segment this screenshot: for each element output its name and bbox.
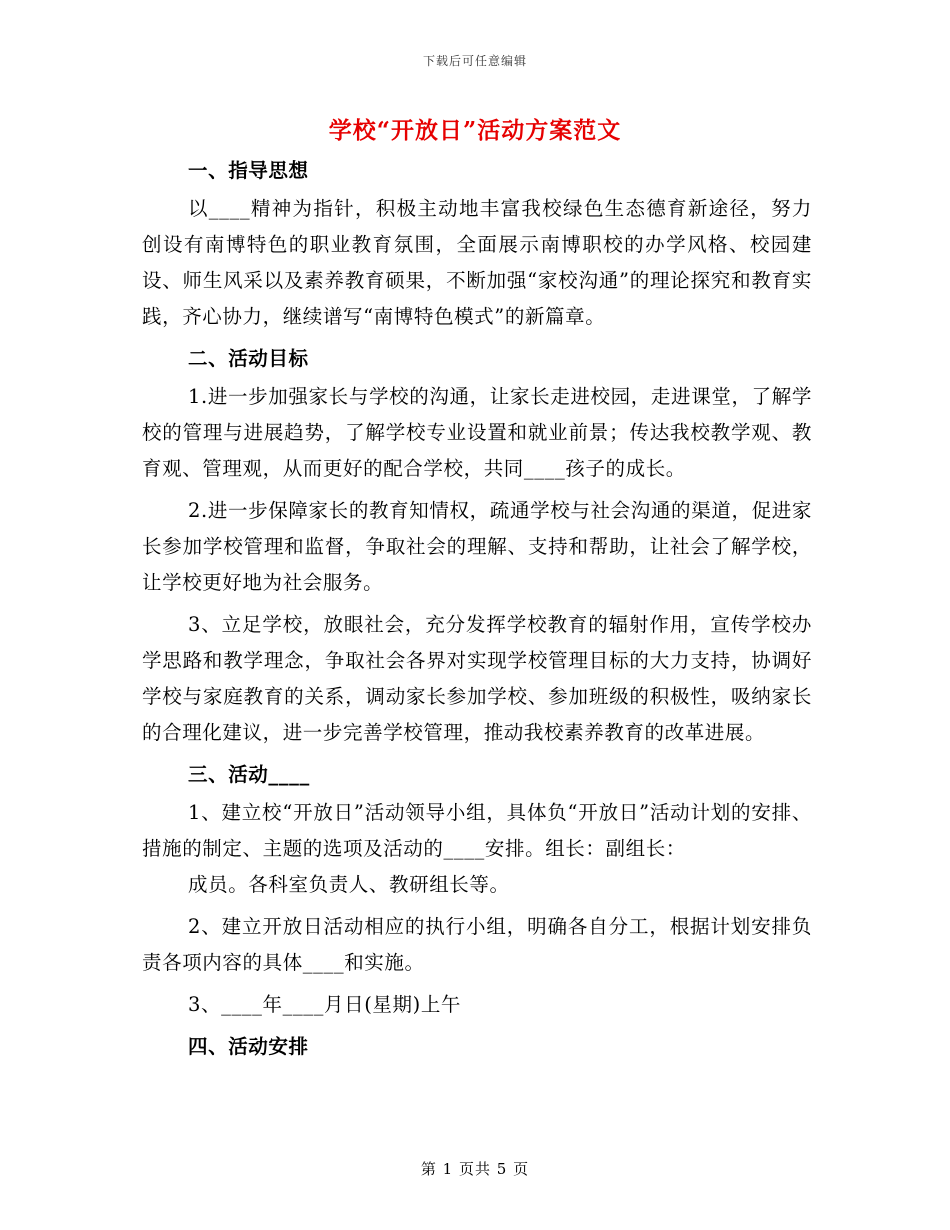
section-heading-guiding-ideology: 一、指导思想	[188, 159, 309, 182]
paragraph-goal-1: 1.进一步加强家长与学校的沟通，让家长走进校园，走进课堂，了解学校的管理与进展趋势，了解学校专业设置和就业前景；传达我校教学观、教育观、管理观，从而更好的配合学校，共同____孩子的成长。	[142, 385, 812, 480]
paragraph-goal-2: 2.进一步保障家长的教育知情权，疏通学校与社会沟通的渠道，促进家长参加学校管理和监督，争取社会的理解、支持和帮助，让社会了解学校，让学校更好地为社会服务。	[142, 499, 812, 594]
section-heading-activity-organization: 三、活动____	[188, 763, 310, 786]
paragraph-org-1-members: 成员。各科室负责人、教研组长等。	[188, 873, 510, 896]
document-body	[142, 151, 812, 1067]
paragraph-org-2: 2、建立开放日活动相应的执行小组，明确各自分工，根据计划安排负责各项内容的具体____和实施。	[142, 915, 812, 974]
paragraph-goal-3: 3、立足学校，放眼社会，充分发挥学校教育的辐射作用，宣传学校办学思路和教学理念，争取社会各界对实现学校管理目标的大力支持，协调好学校与家庭教育的关系，调动家长参加学校、参加班级的积极性，吸纳家长的合理化建议，进一步完善学校管理，推动我校素养教育的改革进展。	[142, 613, 812, 744]
page-footer-number: 第 1 页共 5 页	[420, 1160, 530, 1178]
section-heading-activity-goals: 二、活动目标	[188, 347, 309, 370]
page-header-note: 下载后可任意编辑	[422, 54, 527, 68]
paragraph-guiding-ideology: 以____精神为指针，积极主动地丰富我校绿色生态德育新途径，努力创设有南博特色的职业教育氛围，全面展示南博职校的办学风格、校园建设、师生风采以及素养教育硕果，不断加强“家校沟通”的理论探究和教育实践，齐心协力，继续谱写“南博特色模式”的新篇章。	[142, 197, 812, 328]
paragraph-org-1: 1、建立校“开放日”活动领导小组，具体负“开放日”活动计划的安排、措施的制定、主题的选项及活动的____安排。组长：副组长：	[142, 801, 812, 860]
document-title: 学校“开放日”活动方案范文	[328, 117, 622, 144]
section-heading-activity-schedule: 四、活动安排	[188, 1035, 309, 1058]
paragraph-org-3-date: 3、____年____月日(星期)上午	[188, 993, 462, 1016]
